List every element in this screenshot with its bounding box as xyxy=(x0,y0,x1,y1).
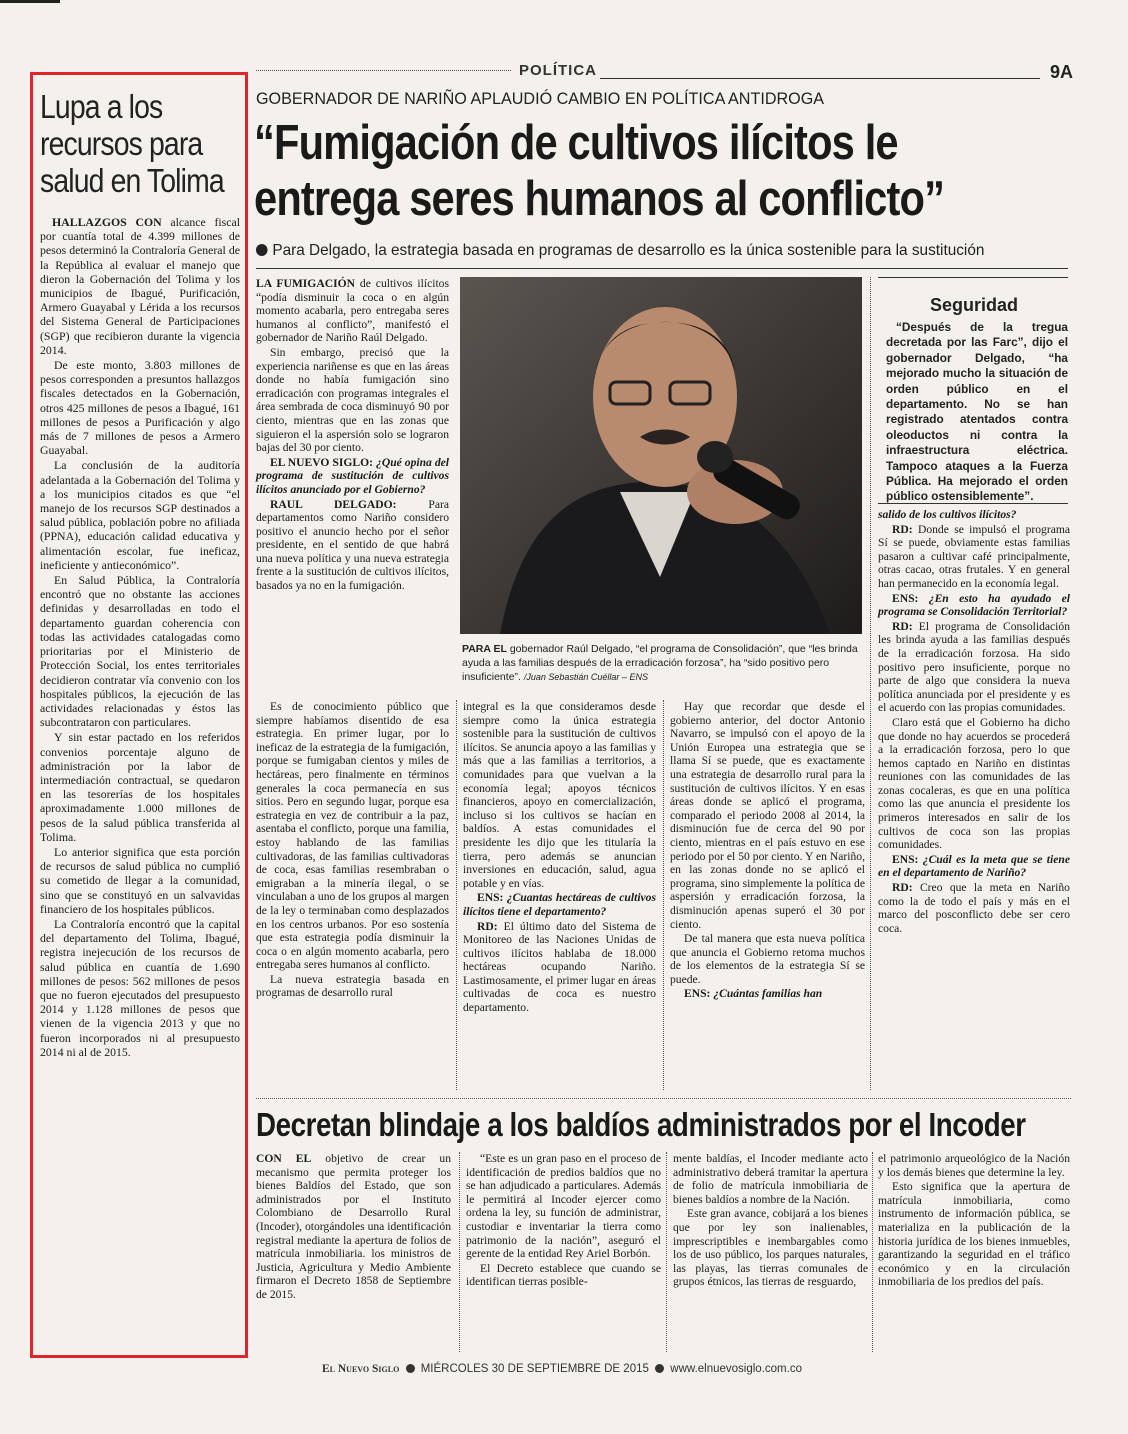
col3-paragraph: integral es la que consideramos desde siempre como la única estrategia sostenible para la sustitución de cultivos ilícitos. Se anuncia apoyo a las familias y más que a las familias a territorios, a comunidades para que vuelvan a la economía legal; apoyos técnicos financieros, apoyo en comercialización, incluso si los cultivos se hacían en baldíos. A estas comunidades el presidente les dijo que les titularía la tierra, pero además se anuncian inversiones en educación, salud, agua potable y en vías. xyxy=(463,700,656,890)
deck-text: Para Delgado, la estrategia basada en programas de desarrollo es la única sostenible para la sustitución xyxy=(272,242,985,259)
second-col3-paragraph: Este gran avance, cobijará a los bienes que por ley son inalienables, imprescriptibles e inembargables como los de uso público, los parques naturales, las playas, las tierras comunales de grupos étnicos, las tierras de resguardo, xyxy=(673,1207,868,1289)
second-col2-paragraph: “Este es un gran paso en el proceso de identificación de predios baldíos que no se han adjudicado a particulares. Además le permitirá al Incoder ejercer como ordena la ley, su función de administrar, custodiar e inventariar la tierra como patrimonio de la nación”, aseguró el gerente de la entidad Rey Ariel Borbón. xyxy=(466,1152,661,1261)
question-label: ENS: xyxy=(477,891,504,905)
question: ¿Cuántas familias han xyxy=(713,987,823,1001)
box-bottom-rule xyxy=(878,503,1068,504)
answer: Para departamentos como Nariño considero positivo el anuncio hecho por el señor presidente, en el sentido de que habrá una nueva política y una nueva estrategia frente a la sustitución de cultivos ilícitos, basados ya no en la fumigación. xyxy=(256,497,449,593)
answer: El programa de Consolidación les brinda ayuda a las familias después de la erradicación forzosa. Ha sido positivo pero insuficiente, porque no parte de algo que considera la nueva política anunciada por el presidente y es el acuerdo con las propias comunidades. xyxy=(878,619,1070,715)
answer-label: RD: xyxy=(892,522,913,536)
col2-paragraph: La nueva estrategia basada en programas de desarrollo rural xyxy=(256,972,449,1000)
question-label: ENS: xyxy=(684,987,711,1001)
footer xyxy=(322,1363,802,1375)
column-divider xyxy=(666,1152,667,1352)
sidebar-paragraph: Y sin estar pactado en los referidos convenios porcentaje alguno de administración por la labor de intermediación contractual, se quedaron en las tesorerías de los hospitales aproximadamente 1.000 millones de pesos de la salud pública transferida al Tolima. xyxy=(40,730,240,844)
main-col-5 xyxy=(878,508,1070,936)
story-separator xyxy=(256,1098,1071,1099)
second-col2-paragraph: El Decreto establece que cuando se identifican tierras posible- xyxy=(466,1261,661,1289)
sidebar-body xyxy=(40,215,240,1059)
col1-paragraph: Sin embargo, precisó que la experiencia nariñense es que en las áreas donde no había fumigación sino erradicación con programas integrales el área sembrada de coca disminuyó 90 por ciento, mientras que en las zonas que siguieron el la aspersión solo se lograron bajas del 30 por ciento. xyxy=(256,345,449,455)
second-col-2 xyxy=(466,1152,661,1290)
sidebar-paragraph: De este monto, 3.803 millones de pesos corresponden a presuntos hallazgos fiscales detectados en la Gobernación, otros 425 millones de pesos a Ibagué, 161 millones de pesos a Purificación y algo más de 7 millones de pesos a Armero Guayabal. xyxy=(40,358,240,458)
security-box xyxy=(878,277,1070,505)
question: ¿En esto ha ayudado el programa se Consolidación Territorial? xyxy=(878,591,1071,619)
sidebar-paragraph: La Contraloría encontró que la capital del departamento del Tolima, Ibagué, registra inejecución de los recursos de salud pública en cuantía de 1.690 millones de pesos: 562 millones de pesos que no fueron ejecutados del presupuesto 2014 y 1.128 millones de pesos que vienen de la vigencia 2013 y que no fueron incorporados ni al presupuesto 2014 ni al de 2015. xyxy=(40,916,240,1059)
answer: Creo que la meta en Nariño como la de todo el país y más en el marco del posconflicto debe ser cero coca. xyxy=(878,881,1070,935)
main-headline: “Fumigación de cultivos ilícitos le entrega seres humanos al conflicto” xyxy=(254,116,945,226)
main-col-2 xyxy=(256,700,449,1001)
second-col4-paragraph: el patrimonio arqueológico de la Nación y los demás bienes que determine la ley. xyxy=(878,1152,1070,1179)
question: ¿Cuantas hectáreas de cultivos ilícitos tiene el departamento? xyxy=(463,891,656,918)
footer-paper-name: El Nuevo Siglo xyxy=(322,1363,400,1375)
bullet-icon xyxy=(406,1364,415,1373)
photo-caption xyxy=(462,642,862,684)
second-col-3 xyxy=(673,1152,868,1290)
question-continued: salido de los cultivos ilícitos? xyxy=(878,508,1017,521)
column-divider xyxy=(870,277,871,1090)
box-top-rule xyxy=(878,277,1068,278)
box-text: “Después de la tregua decretada por las Farc”, dijo el gobernador Delgado, “ha mejorado mucho la situación de orden público en el departamento. No se han registrado atentados contra oleoductos ni contra la infraestructura eléctrica. Tampoco ataques a la Fuerza Pública. Ha mejorado el orden público ostensiblemente”. xyxy=(886,320,1068,504)
sidebar-paragraph: Lo anterior significa que esta porción de recursos de salud pública no cumplió su cometido de llegar a la comunidad, sino que se constituyó en un salvavidas financiero de los hospitales públicos. xyxy=(40,844,240,916)
answer: El último dato del Sistema de Monitoreo de las Naciones Unidas de cultivos ilícitos hablaba de 18.000 hectáreas ocupando Nariño. Lastimosamente, el primer lugar en áreas cultivadas de coca es nuestro departamento. xyxy=(463,919,656,1015)
answer: Donde se impulsó el programa Sí se puede, obviamente estas familias pasaron a cultivar café principalmente, otras cacao, otras frutales. Y en general han permanecido en la economía legal. xyxy=(878,522,1071,590)
answer-label: RD: xyxy=(477,919,498,933)
col1-text: de cultivos ilícitos “podía disminuir la coca o en algún momento acabarla, pero entregaba seres humanos al conflicto”, manifestó el gobernador de Nariño Raúl Delgado. xyxy=(256,277,449,345)
governor-photo-illustration xyxy=(460,277,862,634)
column-divider xyxy=(459,1152,460,1352)
second-col-4 xyxy=(878,1152,1070,1290)
photo-credit: /Juan Sebastián Cuéllar – ENS xyxy=(523,672,648,682)
column-divider xyxy=(456,700,457,1090)
header-dotted-rule xyxy=(256,70,511,71)
main-col-3 xyxy=(463,700,656,1016)
main-col-4 xyxy=(670,700,865,1002)
answer-label: RD: xyxy=(892,881,913,895)
answer-label: RD: xyxy=(892,619,913,633)
question-label: ENS: xyxy=(892,852,919,866)
bullet-icon xyxy=(256,244,268,256)
sidebar-title: Lupa a los recursos para salud en Tolima xyxy=(40,88,224,199)
governor-photo xyxy=(460,277,862,634)
caption-lead: PARA EL xyxy=(462,643,507,655)
answer-label: RAUL DELGADO: xyxy=(270,497,397,511)
deck xyxy=(256,242,984,260)
col1-lead: LA FUMIGACIÓN xyxy=(256,277,355,290)
second-col3-paragraph: mente baldías, el Incoder mediante acto administrativo deberá tramitar la apertura de folio de matrícula inmobiliaria de bienes baldíos a nombre de la Nación. xyxy=(673,1152,868,1206)
header-top-mark xyxy=(0,0,60,3)
sidebar-lead: HALLAZGOS CON xyxy=(52,215,162,229)
col2-paragraph: Es de conocimiento público que siempre habíamos disentido de esa estrategia. En primer lugar, por lo ineficaz de la estrategia de la fumigación, porque se fumigaban cientos y miles de hectáreas, pero finalmente en términos generales la coca permanecía en sus sitios. Pero en segundo lugar, porque esa estrategia en vez de contribuir a la paz, asentaba el conflicto, porque una familia, estoy hablando de las familias cultivadoras, de las familias cultivadoras de coca, esas familias resembraban o emigraban a la minería ilegal, o se vinculaban a uno de los grupos al margen de la ley o terminaban como desplazados en los centros urbanos. Por eso sostenía que esta estrategia podía disminuir la coca o en algún momento acabarla, pero entregaba seres humanos al conflicto. xyxy=(256,700,449,972)
second-col4-paragraph: Esto significa que la apertura de matrícula inmobiliaria, como instrumento de información pública, se materializa en la publicación de la historia jurídica de los bienes inmuebles, garantizando la seguridad en el tráfico económico y en la circulación inmobiliaria de los predios del país. xyxy=(878,1180,1070,1289)
kicker: GOBERNADOR DE NARIÑO APLAUDIÓ CAMBIO EN POLÍTICA ANTIDROGA xyxy=(256,89,825,108)
header-rule xyxy=(600,78,1040,79)
second-lead: CON EL xyxy=(256,1152,312,1165)
deck-rule xyxy=(256,268,1068,269)
footer-url: www.elnuevosiglo.com.co xyxy=(670,1363,802,1375)
main-col-1 xyxy=(256,277,449,594)
section-name: POLÍTICA xyxy=(519,62,597,79)
column-divider xyxy=(872,1152,873,1352)
box-title: Seguridad xyxy=(929,295,1018,315)
col4-paragraph: De tal manera que esta nueva política que anuncia el Gobierno retoma muchos de los elementos de la estrategia Sí se puede. xyxy=(670,932,865,986)
second-headline: Decretan blindaje a los baldíos administrados por el Incoder xyxy=(256,1106,1026,1143)
column-divider xyxy=(663,700,664,1090)
col4-paragraph: Hay que recordar que desde el gobierno anterior, del doctor Antonio Navarro, se impulsó con el apoyo de la Unión Europea una estrategia que se llama Sí se puede, que es exactamente una estrategia de desarrollo rural para la sustitución de cultivos ilícitos. Y en esas áreas donde se aplicó el programa, comparado el periodo 2008 al 2014, la disminución fue de cerca del 90 por ciento, mientras en el país estuvo en ese periodo por el 50 por ciento. Y en Nariño, en las zonas donde no se aplicó el programa, sino simplemente la política de aspersión y erradicación forzosa, la disminución apenas superó el 30 por ciento. xyxy=(670,700,865,931)
question: ¿Cuál es la meta que se tiene en el departamento de Nariño? xyxy=(878,852,1070,880)
question-label: ENS: xyxy=(892,591,919,605)
sidebar-article xyxy=(40,88,240,1060)
footer-date: MIÉRCOLES 30 DE SEPTIEMBRE DE 2015 xyxy=(420,1363,649,1375)
second-col1-text: objetivo de crear un mecanismo que permita proteger los bienes Baldíos del Estado, que son administrados por el Instituto Colombiano de Desarrollo Rural (Incoder), otorgándoles una identificación registral mediante la apertura de folios de matrícula inmobiliaria. los ministros de Justicia, Agricultura y Medio Ambiente firmaron el Decreto 1858 de Septiembre de 2015. xyxy=(256,1152,451,1301)
question: ¿Qué opina del programa de sustitución de cultivos ilícitos anunciado por el Gobierno? xyxy=(256,455,449,496)
page-number: 9A xyxy=(1050,62,1074,82)
caption-text: gobernador Raúl Delgado, “el programa de Consolidación”, que “les brinda ayuda a las familias después de la erradicación forzosa”, ha “sido positivo pero insuficiente”. xyxy=(462,643,858,683)
sidebar-paragraph: La conclusión de la auditoría adelantada a la Gobernación del Tolima y a los municipios citados es que “el manejo de los recursos SGP destinados a salud pública, población pobre no afiliada (PPNA), educación calidad educativa y alimentación escolar, fue ineficaz, ineficiente y antieconómico”. xyxy=(40,458,240,572)
col5-paragraph: Claro está que el Gobierno ha dicho que donde no hay acuerdos se procederá a la erradicación forzosa, pero lo que hemos captado en Nariño en distintas reuniones con las comunidades de las zonas cocaleras, es que en una política como las que anuncia el presidente los primeros interesados en salir de los cultivos de coca son las propias comunidades. xyxy=(878,715,1070,852)
bullet-icon xyxy=(655,1364,664,1373)
question-label: EL NUEVO SIGLO: xyxy=(270,455,374,469)
sidebar-paragraph: En Salud Pública, la Contraloría encontró que no obstante las acciones definidas y desarrolladas en todo el departamento guardan coherencia con todas las actividades catalogadas como prioritarias por el Ministerio de Protección Social, los entes territoriales decidieron contratar vía convenio con los hospitales públicos, la ejecución de las actividades relacionadas y éstos las subcontrataron con particulares. xyxy=(40,573,240,730)
second-col-1 xyxy=(256,1152,451,1303)
sidebar-paragraph: alcance fiscal por cuantía total de 4.399 millones de pesos determinó la Contraloría General de la República al evaluar el manejo que dieron la Gobernación del Tolima y los municipios de Ibagué, Purificación, Armero Guayabal y Lérida a los recursos del Sistema General de Participaciones (SGP) que recibieron durante la vigencia 2014. xyxy=(40,215,241,357)
